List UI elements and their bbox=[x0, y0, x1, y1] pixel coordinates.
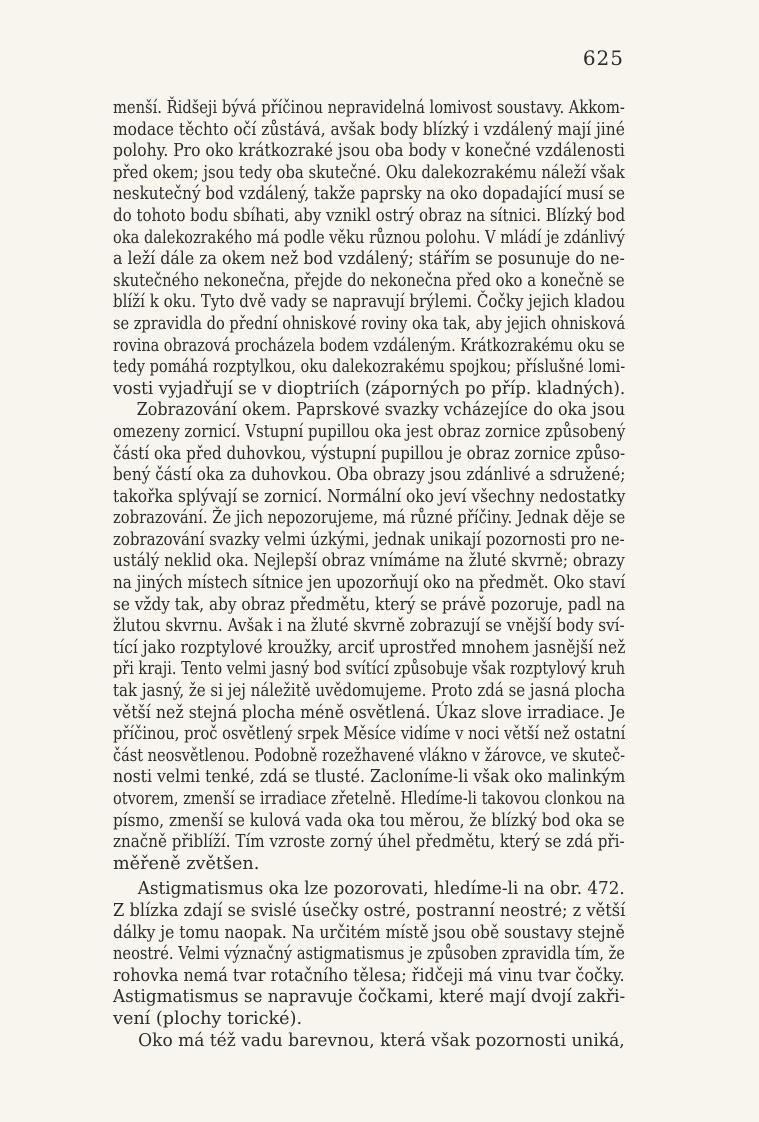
text-line: neostré. Velmi význačný astigmatismus je způsoben zpravidla tím, že bbox=[113, 944, 625, 965]
text-line: nosti velmi tenké, zdá se tlusté. Zacloníme-li však oko malinkým bbox=[113, 767, 626, 788]
text-line: oka dalekozrakého má podle věku různou polohu. V mládí je zdánlivý bbox=[113, 227, 625, 248]
text-line: dálky je tomu naopak. Na určitém místě jsou obě soustavy stejně bbox=[113, 922, 625, 943]
text-line: tící jako rozptylové kroužky, arciť uprostřed mnohem jasnější než bbox=[113, 637, 626, 658]
text-line: omezeny zornicí. Vstupní pupillou oka jest obraz zornice způsobený bbox=[113, 421, 626, 442]
text-line: se zpravidla do přední ohniskové roviny oka tak, aby jejich ohnisková bbox=[113, 313, 626, 334]
text-line: značně přiblíží. Tím vzroste zorný úhel předmětu, který se zdá při- bbox=[113, 832, 625, 853]
text-line: bený částí oka za duhovkou. Oba obrazy jsou zdánlivé a sdružené; bbox=[113, 465, 626, 486]
page-number: 625 bbox=[582, 46, 624, 70]
text-line: tak jasný, že si jej náležitě uvědomujeme. Proto zdá se jasná plocha bbox=[113, 681, 626, 702]
text-line: Zobrazování okem. Paprskové svazky vcházejíce do oka jsou bbox=[136, 400, 626, 421]
text-line: ustálý neklid oka. Nejlepší obraz vnímáme na žluté skvrně; obrazy bbox=[113, 551, 625, 572]
text-line: částí oka před duhovkou, výstupní pupillou je obraz zornice způso- bbox=[113, 443, 626, 464]
text-line: polohy. Pro oko krátkozraké jsou oba body v konečné vzdálenosti bbox=[113, 141, 625, 162]
text-line: větší než stejná plocha méně osvětlená. Úkaz slove irradiace. Je bbox=[113, 702, 626, 723]
text-line: při kraji. Tento velmi jasný bod svítící způsobuje však rozptylový kruh bbox=[113, 659, 626, 680]
text-line: na jiných místech sítnice jen upozorňují oko na předmět. Oko staví bbox=[113, 573, 626, 594]
body-text bbox=[113, 98, 625, 1052]
text-line: modace těchto očí zůstává, avšak body blízký i vzdálený mají jiné bbox=[113, 119, 625, 140]
text-line: Astigmatismus se napravuje čočkami, které mají dvojí zakři- bbox=[113, 987, 626, 1008]
paragraph bbox=[113, 1031, 625, 1053]
text-line: Oko má též vadu barevnou, která však pozornosti uniká, bbox=[138, 1030, 625, 1051]
text-line: a leží dále za okem než bod vzdálený; stářím se posunuje do ne- bbox=[113, 249, 625, 270]
paragraph bbox=[113, 879, 625, 1030]
text-line: vosti vyjadřují se v dioptriích (záporných po příp. kladných). bbox=[113, 378, 626, 399]
text-line: rovina obrazová procházela bodem vzdáleným. Krátkozrakému oku se bbox=[113, 335, 625, 356]
paragraph bbox=[113, 98, 625, 400]
text-line: měřeně zvětšen. bbox=[113, 853, 260, 874]
text-line: Z blízka zdají se svislé úsečky ostré, postranní neostré; z větší bbox=[113, 900, 626, 921]
text-line: před okem; jsou tedy oba skutečné. Oku dalekozrakému náleží však bbox=[113, 162, 625, 183]
text-line: vení (plochy torické). bbox=[113, 1008, 303, 1029]
text-line: zobrazování svazky velmi úzkými, jednak unikají pozornosti pro ne- bbox=[113, 529, 625, 550]
text-line: část neosvětlenou. Podobně rozežhavené vlákno v žárovce, ve skuteč- bbox=[113, 745, 626, 766]
text-line: blíží k oku. Tyto dvě vady se napravují brýlemi. Čočky jejich kladou bbox=[113, 292, 626, 313]
text-line: menší. Řidšeji bývá příčinou nepravidelná lomivost soustavy. Akkom- bbox=[113, 98, 625, 118]
text-line: Astigmatismus oka lze pozorovati, hledíme-li na obr. 472. bbox=[137, 879, 625, 900]
text-line: příčinou, proč osvětlený srpek Měsíce vidíme v noci větší než ostatní bbox=[113, 724, 626, 745]
text-line: skutečného nekonečna, přejde do nekonečna před oko a konečně se bbox=[113, 270, 625, 291]
text-line: takořka splývají se zornicí. Normální oko jeví všechny nedostatky bbox=[113, 486, 626, 507]
text-line: neskutečný bod vzdálený, takže paprsky na oko dopadající musí se bbox=[113, 184, 625, 205]
paragraph bbox=[113, 400, 625, 875]
text-line: tedy pomáhá rozptylkou, oku dalekozrakému spojkou; příslušné lomi- bbox=[113, 357, 626, 378]
text-line: žlutou skvrnu. Avšak i na žluté skvrně zobrazují se vnější body sví- bbox=[113, 616, 625, 637]
text-line: písmo, zmenší se kulová vada oka tou měrou, že blízký bod oka se bbox=[113, 810, 625, 831]
text-line: do tohoto bodu sbíhati, aby vznikl ostrý obraz na sítnici. Blízký bod bbox=[113, 205, 626, 226]
text-line: zobrazování. Že jich nepozorujeme, má různé příčiny. Jednak děje se bbox=[113, 508, 626, 529]
text-line: otvorem, zmenší se irradiace zřetelně. Hledíme-li takovou clonkou na bbox=[113, 789, 625, 809]
text-line: rohovka nemá tvar rotačního tělesa; řidčeji má vinu tvar čočky. bbox=[113, 965, 625, 986]
text-line: se vždy tak, aby obraz předmětu, který se právě pozoruje, padl na bbox=[113, 594, 626, 615]
